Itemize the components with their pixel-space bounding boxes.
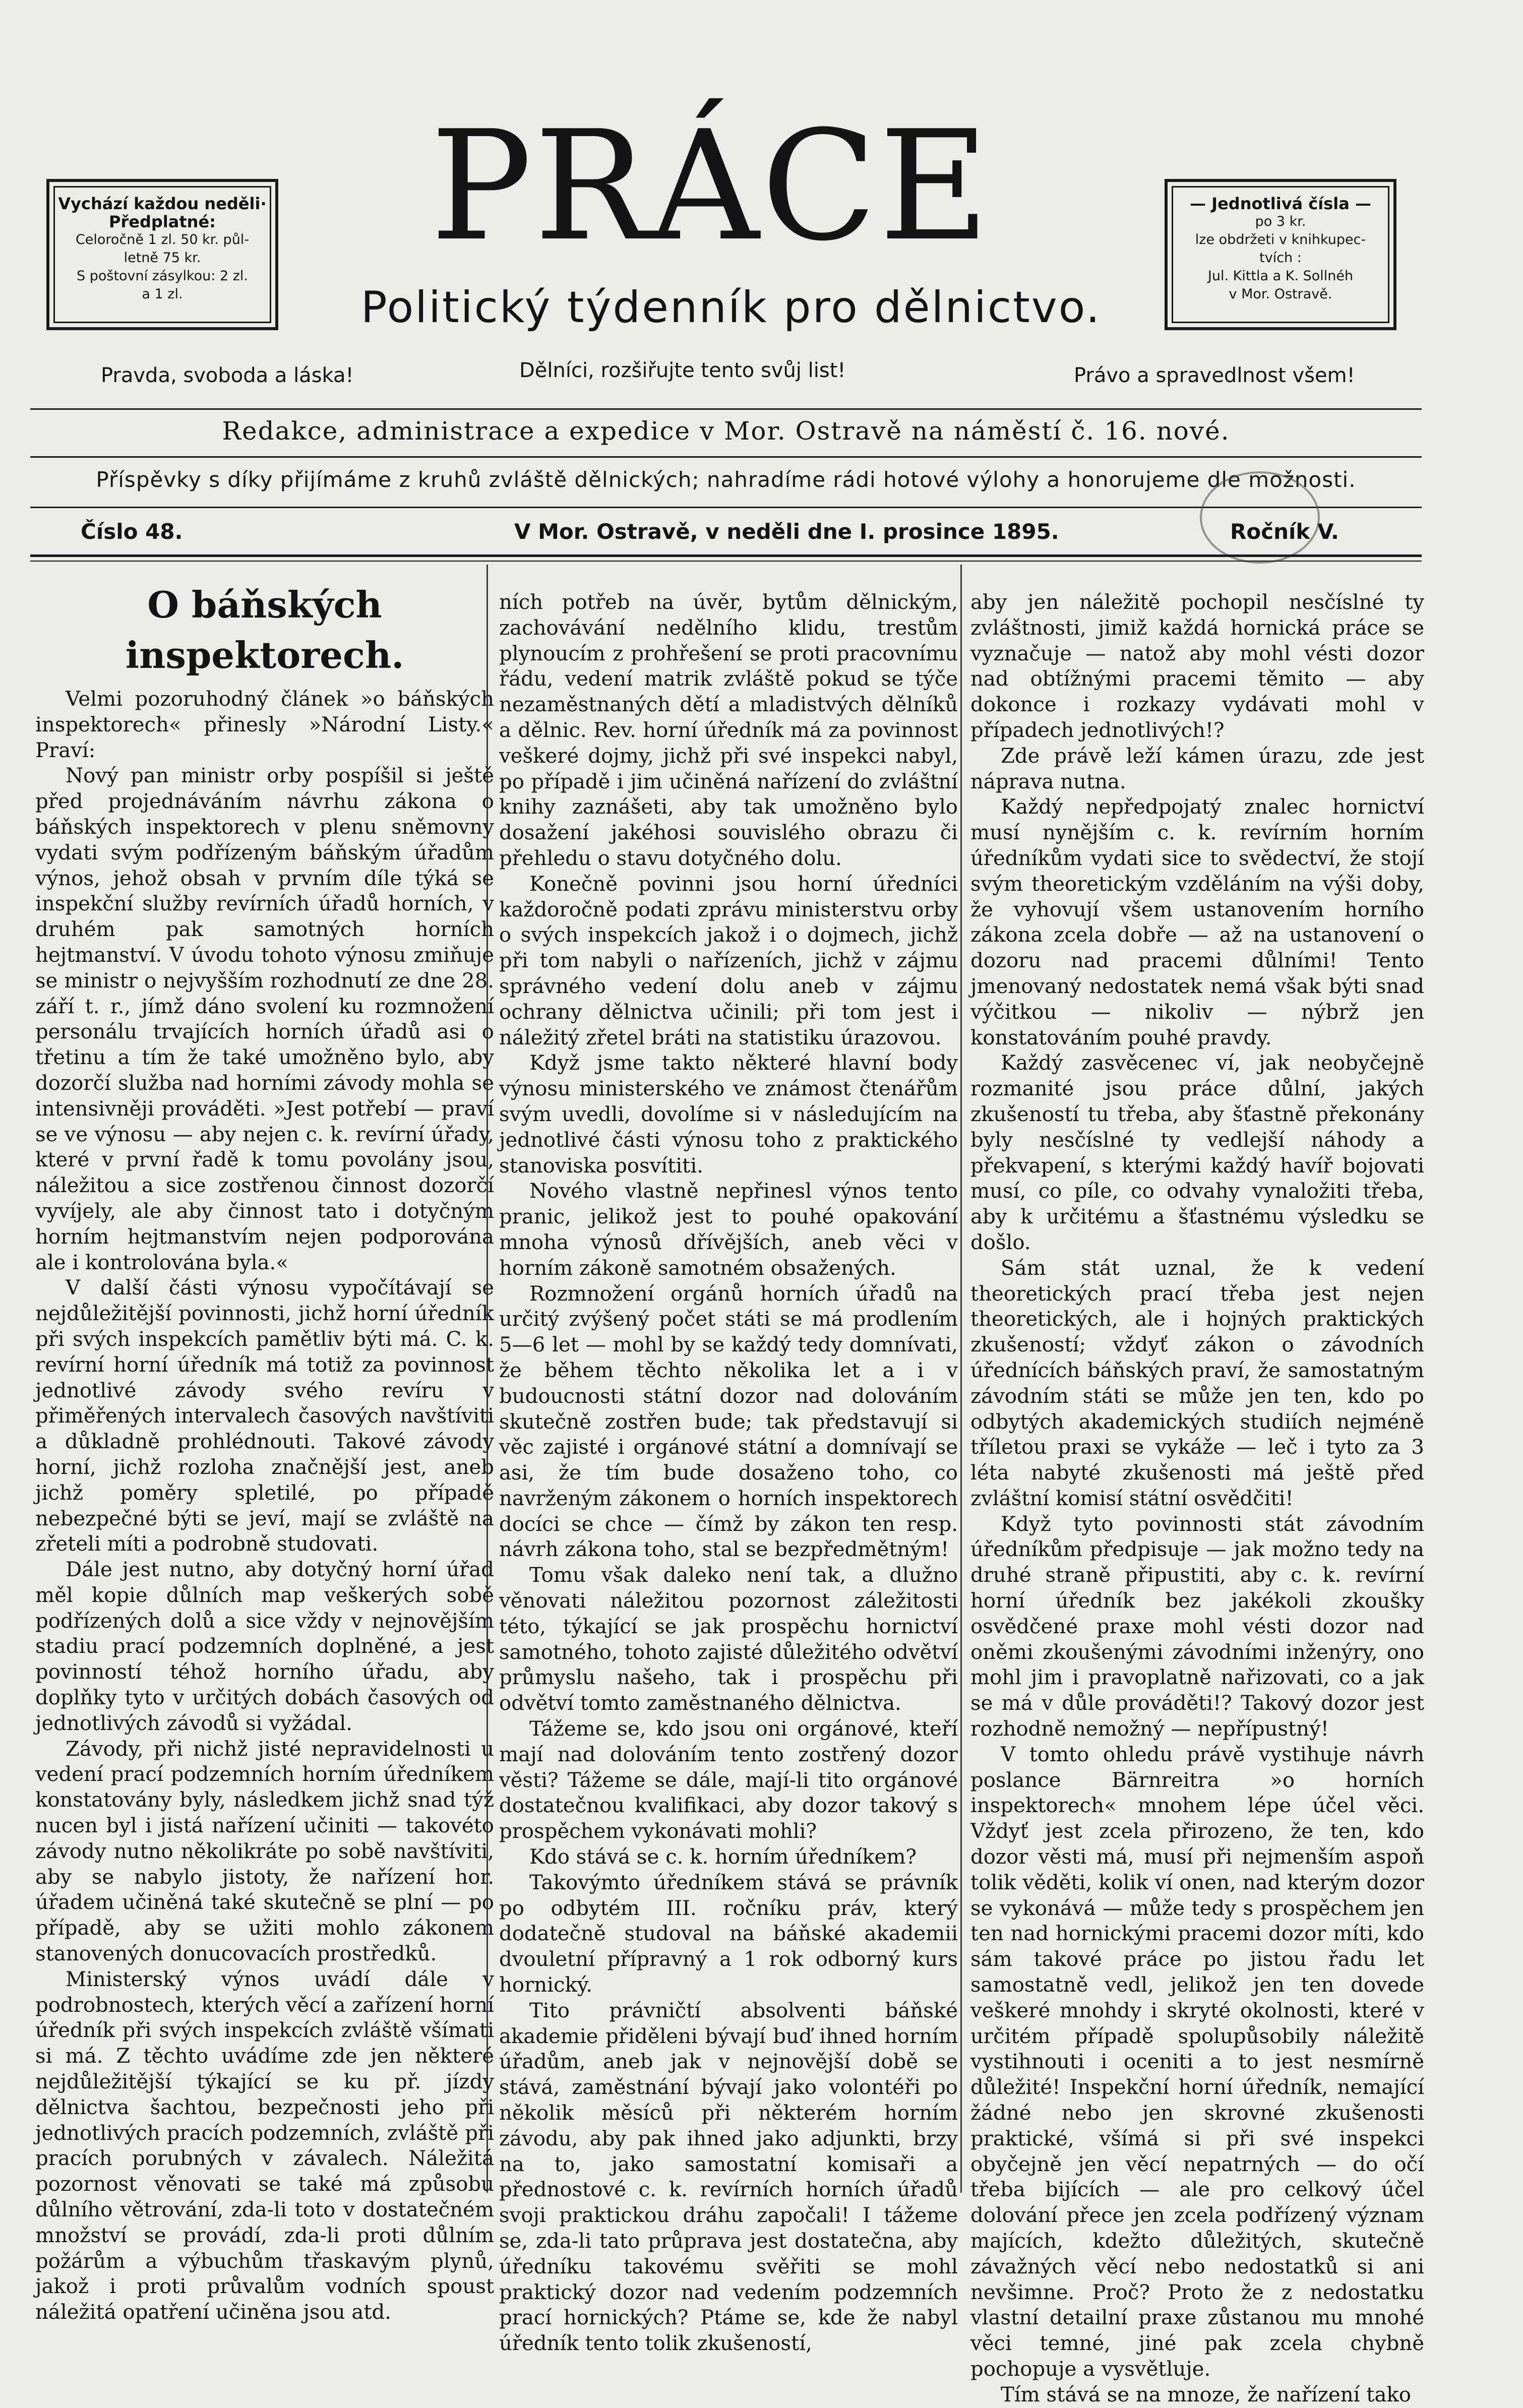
article-headline: O báňských inspektorech. — [125, 583, 404, 676]
paragraph: aby jen náležitě pochopil nesčíslné ty zvláštnosti, jimiž každá hornická práce se vyznačuje — natož aby mohl vésti dozor nad obtížnými pracemi těmito — aby dokonce i rozkazy vydávati mohl v případech jednotlivých!? — [970, 591, 1424, 742]
column-rule — [960, 565, 962, 2193]
contributions-line: Příspěvky s díky přijímáme z kruhů zvláště dělnických; nahradíme rádi hotové výlohy a honorujeme dle možnosti. — [96, 467, 1356, 492]
box-line: letně 75 kr. — [124, 250, 201, 266]
paragraph: Tážeme se, kdo jsou oni orgánové, kteří mají nad dolováním tento zostřený dozor věsti? Tážeme se dále, mají-li tito orgánové dostatečnou kvalifikaci, aby dozor takový s prospěchem vykonávati mohli? — [499, 1717, 958, 1843]
divider — [30, 561, 1422, 562]
paragraph: Velmi pozoruhodný článek »o báňských inspektorech« přinesly »Národní Listy.« Praví: — [35, 688, 494, 762]
paragraph: Když tyto povinnosti stát závodním úředníkům předpisuje — jak možno tedy na druhé straně připustiti, aby c. k. revírní horní úředník bez jakékoli zkoušky osvědčené praxe mohl vésti dozor nad oněmi zkoušenými závodními inženýry, ono mohl jim i pravoplatně nařizovati, co a jak se má v důle prováděti!? Takový dozor jest rozhodně nemožný — nepřípustný! — [970, 1512, 1424, 1741]
box-line: Předplatné: — [109, 212, 216, 231]
editorial-line: Redakce, administrace a expedice v Mor. Ostravě na náměstí č. 16. nové. — [222, 416, 1230, 446]
volume: Ročník V. — [1230, 519, 1339, 544]
paragraph: Ministerský výnos uvádí dále v podrobnostech, kterých věcí a zařízení horní úředník při svých inspekcích zvláště všímati si má. Z těchto uvádíme zde jen některé nejdůležitější týkající se ku př. jízdy dělnictva šachtou, bezpečnosti jeho při jednotlivých pracích podzemních, zvláště při pracích porubných v závalech. Náležitá pozornost věnovati se také má způsobu důlního větrování, zda-li toto v dostatečném množství se provádí, zda-li proti důlním požárům a výbuchům třaskavým plynů, jakož i proti průvalům vodních spoust náležitá opatření učiněna jsou atd. — [35, 1967, 494, 2324]
paragraph: Tomu však daleko není tak, a dlužno věnovati náležitou pozornost záležitosti této, týkající se jak prospěchu hornictví samotného, tohoto zajisté důležitého odvětví průmyslu našeho, tak i prospěchu při odvětví tomto zaměstnaného dělnictva. — [499, 1564, 958, 1715]
paragraph: Každý zasvěcenec ví, jak neobyčejně rozmanité jsou práce důlní, jakých zkušeností tu třeba, aby šťastně překonány byly nesčíslné ty vedlejší náhody a překvapení, s kterými každý havíř bojovati musí, co píle, co odvahy vynaložiti třeba, aby k určitému a šťastnému výsledku se došlo. — [970, 1052, 1424, 1254]
paragraph: Tím stává se na mnoze, že nařízení tako — [1001, 2383, 1411, 2406]
paragraph: Tito právničtí absolventi báňské akademie přiděleni bývají buď ihned horním úřadům, aneb jak v nejnovější době se stává, zaměstnání bývají jako volontéři po několik měsíců při některém horním závodu, aby pak ihned jako adjunkti, brzy na to, jako samostatní komisaři a přednostové c. k. revírních horních úřadů svoji praktickou dráhu započali! I tážeme se, zda-li tato průprava jest dostatečna, aby úředníku takovému svěřiti se mohl praktický dozor nad vedením podzemních prací hornických? Ptáme se, kde že nabyl úředník tento tolik zkušeností, — [499, 1999, 958, 2356]
paragraph: Kdo stává se c. k. horním úředníkem? — [529, 1845, 917, 1869]
box-line: Celoročně 1 zl. 50 kr. půl- — [75, 232, 250, 248]
paragraph: Dále jest nutno, aby dotyčný horní úřad měl kopie důlních map veškerých sobě podřízených dolů a sice vždy v nejnovějším stadiu prací podzemních doplněné, a jest povinností téhož horního úřadu, aby doplňky tyto v určitých dobách časových od jednotlivých závodů si vyžádal. — [35, 1558, 494, 1735]
box-line: po 3 kr. — [1255, 214, 1306, 229]
article-column-1 — [35, 580, 494, 2325]
paragraph: Rozmnožení orgánů horních úřadů na určitý zvýšený počet státi se má prodlením 5—6 let — mohl by se každý tedy domnívati, že během těchto několika let a i v budoucnosti státní dozor nad dolováním skutečně zostřen bude; tak představují si věc zajisté i orgánové státní a domnívají se asi, že tím bude dosaženo toho, co navrženým zákonem o horních inspektorech docíci se chce — čímž by zákon ten resp. návrh zákona toho, stal se bezpředmětným! — [499, 1282, 958, 1562]
motto-right: Právo a spravedlnost všem! — [1074, 364, 1355, 387]
box-line: v Mor. Ostravě. — [1229, 286, 1332, 302]
paragraph: Každý nepředpojatý znalec hornictví musí nynějším c. k. revírním horním úředníkům vydati sice to svědectví, že stojí svým theoretickým vzděláním na výši doby, že vyhovují všem ustanovením horního zákona zcela dobře — až na ustanovení o dozoru nad pracemi důlními! Tento jmenovaný nedostatek nemá však býti snad výčitkou — nikoliv — nýbrž jen konstatováním pouhé pravdy. — [970, 795, 1424, 1049]
box-line: lze obdržeti v knihkupec- — [1195, 232, 1366, 248]
paragraph: V další části výnosu vypočítávají se nejdůležitější povinnosti, jichž horní úředník při svých inspekcích pamětliv býti má. C. k. revírní horní úředník má totiž za povinnost jednotlivé závody svého revíru v přiměřených intervalech časových navštíviti a důkladně prohlédnouti. Takové závody horní, jichž rozloha značnější jest, aneb jichž poměry spletilé, po případě nebezpečné býti se jeví, mají se zvláště na zřeteli míti a podrobně studovati. — [35, 1276, 494, 1556]
library-stamp — [1200, 471, 1320, 564]
issue-date: V Mor. Ostravě, v neděli dne I. prosince 1895. — [514, 519, 1059, 544]
box-line: a 1 zl. — [142, 286, 183, 302]
divider — [30, 456, 1422, 458]
paragraph: Konečně povinni jsou horní úředníci každoročně podati zprávu ministerstvu orby o svých inspekcích jakož i o dojmech, jichž při tom nabyli o nařízeních, jichž v zájmu správného vedení dolu aneb v zájmu ochrany dělnictva učinili; při tom jest i náležitý zřetel bráti na statistiku úrazovou. — [499, 872, 958, 1049]
single-issue-box — [1165, 179, 1396, 330]
paragraph: Když jsme takto některé hlavní body výnosu ministerského ve známost čtenářům svým uvedli, dovolíme si v následujícím na jednotlivé části výnosu toho z praktického stanoviska posvítiti. — [499, 1052, 958, 1178]
divider — [30, 554, 1422, 557]
box-line: Jul. Kittla a K. Sollnéh — [1207, 268, 1354, 284]
article-column-3 — [970, 590, 1424, 2408]
paragraph: Sám stát uznal, že k vedení theoretických prací třeba jest nejen theoretických, ale i hojných praktických zkušeností; vždyť zákon o závodních úřednících báňských praví, že samostatným závodním státi se může jen ten, kdo po odbytých akademických studiích nejméně tříletou praxi se vykáže — leč i tyto za 3 léta nabyté zkušenosti má ještě před zvláštní komisí státní osvědčiti! — [970, 1256, 1424, 1510]
article-column-2 — [499, 590, 958, 2357]
box-line: tvích : — [1259, 250, 1302, 266]
paragraph: Závody, při nichž jisté nepravidelnosti u vedení prací podzemních horním úředníkem konstatovány byly, následkem jichž snad týž nucen byl i jistá nařízení učiniti — takovéto závody nutno několikráte po sobě navštíviti, aby se nabylo jistoty, že nařízení hor. úřadem učiněná také skutečně se plní — po případě, aby se užiti mohlo zákonem stanovených donucovacích prostředků. — [35, 1737, 494, 1966]
newspaper-title: PRÁCE — [430, 98, 992, 274]
divider — [30, 408, 1422, 410]
paragraph: Nový pan ministr orby pospíšil si ještě před projednáváním návrhu zákona o báňských inspektorech v plenu sněmovny vydati svým podřízeným báňským úřadům výnos, jehož obsah v prvním díle týká se inspekční služby revírních úřadů horních, v druhém pak samotných horních hejtmanství. V úvodu tohoto výnosu zmiňuje se ministr o nejvyšším rozhodnutí ze dne 28. září t. r., jímž dáno svolení ku rozmnožení personálu trvajících horních úřadů asi o třetinu a tím že také umožněno bylo, aby dozorčí služba nad horními závody mohla se intensivněji prováděti. »Jest potřebí — praví se ve výnosu — aby nejen c. k. revírní úřady, které v první řadě k tomu povolány jsou, náležitou a sice zostřenou činnost dozorčí vyvíjely, ale aby činnost tato i dotyčným horním hejtmanstvím nejen podporována ale i kontrolována byla.« — [35, 764, 494, 1274]
box-line: S poštovní zásylkou: 2 zl. — [77, 268, 248, 284]
motto-left: Pravda, svoboda a láska! — [101, 364, 354, 387]
motto-center: Dělníci, rozšiřujte tento svůj list! — [519, 359, 846, 382]
paragraph: Takovýmto úředníkem stává se právník po odbytém III. ročníku práv, který dodatečně studoval na báňské akademii dvouletní přípravný a 1 rok odborný kurs hornický. — [499, 1871, 958, 1997]
paragraph: Nového vlastně nepřinesl výnos tento pranic, jelikož jest to pouhé opakování mnoha výnosů dřívějších, aneb věci v horním zákoně samotném obsažených. — [499, 1180, 958, 1280]
paragraph: ních potřeb na úvěr, bytům dělnickým, zachovávání nedělního klidu, trestům plynoucím z prohřešení se proti pracovnímu řádu, vedení matrik zvláště pokud se týče nezaměstnaných dětí a mladistvých dělníků a dělnic. Rev. horní úředník má za povinnost veškeré dojmy, jichž při své inspekci nabyl, po případě i jim učiněná nařízení do zvláštní knihy zaznášeti, aby tak umožněno bylo dosažení jakéhosi souvislého obrazu či přehledu o stavu dotyčného dolu. — [499, 591, 958, 870]
box-line: — Jednotlivá čísla — — [1190, 194, 1371, 213]
newspaper-subtitle: Politický týdenník pro dělnictvo. — [360, 282, 1102, 333]
paragraph: Zde právě leží kámen úrazu, zde jest náprava nutna. — [970, 744, 1424, 793]
issue-number: Číslo 48. — [81, 519, 183, 544]
paragraph: V tomto ohledu právě vystihuje návrh poslance Bärnreitra »o horních inspektorech« mnohem lépe účel věci. Vždyť jest zcela přirozeno, že ten, kdo dozor věsti má, musí při nejmenším aspoň tolik věděti, kolik ví onen, nad kterým dozor se vykonává — může tedy s prospěchem jen ten nad hornickými pracemi dozor míti, kdo sám takové práce po jistou řadu let samostatně vedl, jelikož jen ten dovede veškeré mnohdy i skryté okolnosti, které v určitém případě spolupůsobily náležitě vystihnouti i oceniti a to jest nesmírně důležité! Inspekční horní úředník, nemající žádné nebo jen skrovné zkušenosti praktické, všímá si při své inspekci obyčejně jen věcí nepatrných — do očí třeba bijících — ale pro celkový účel dolování přece jen zcela podřízený význam majících, kdežto důležitých, skutečně závažných věcí nebo nedostatků si ani nevšimne. Proč? Proto že z nedostatku vlastní detailní praxe zůstanou mu mnohé věci temné, jiné pak zcela chybně pochopuje a vysvětluje. — [970, 1743, 1424, 2381]
subscription-box — [46, 179, 278, 330]
box-line: Vychází každou neděli· — [58, 194, 267, 213]
